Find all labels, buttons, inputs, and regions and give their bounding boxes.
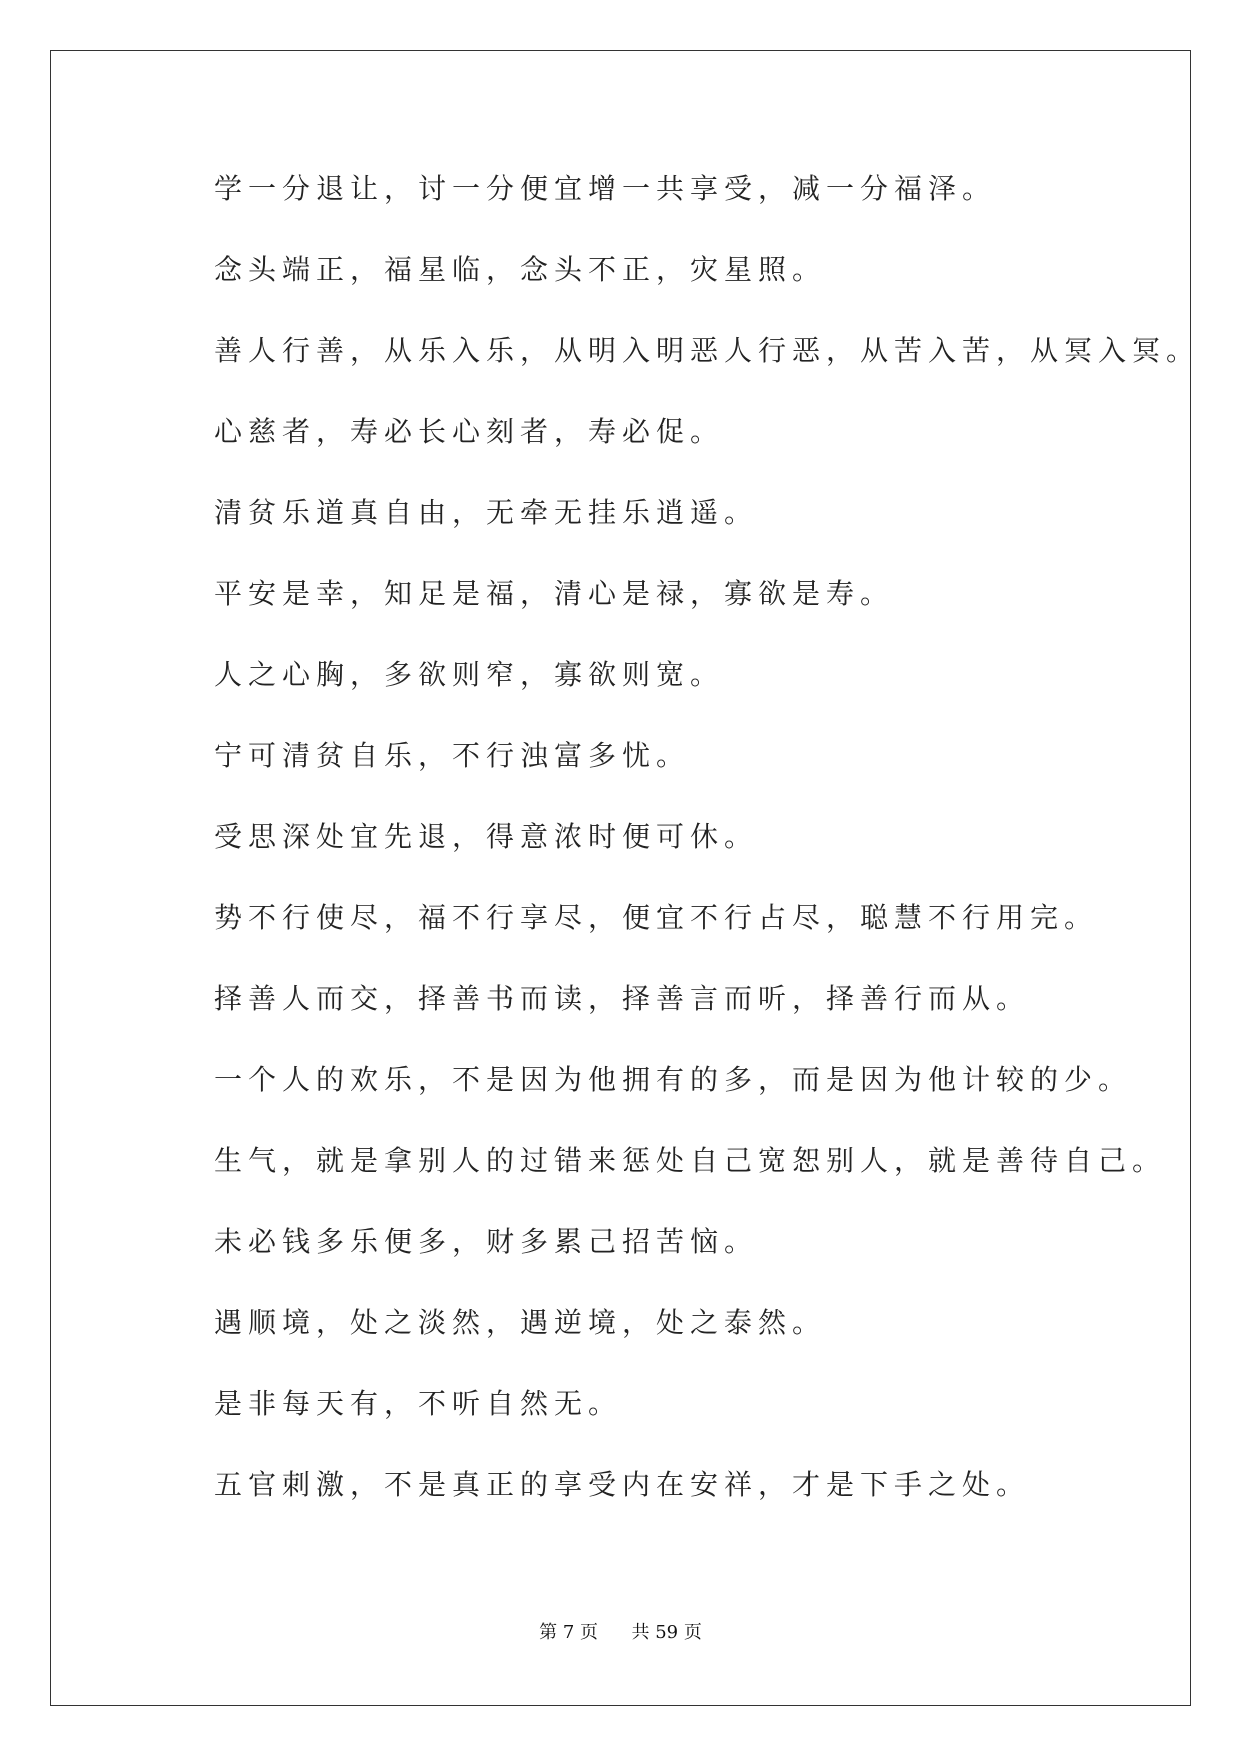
text-line: 择善人而交，择善书而读，择善言而听，择善行而从。 [214,982,1031,1015]
text-line: 一个人的欢乐，不是因为他拥有的多，而是因为他计较的少。 [214,1063,1133,1096]
text-line: 宁可清贫自乐，不行浊富多忧。 [214,739,691,772]
text-line: 是非每天有，不听自然无。 [214,1387,623,1420]
text-line: 生气，就是拿别人的过错来惩处自己宽恕别人，就是善待自己。 [214,1144,1167,1177]
text-line: 五官刺激，不是真正的享受内在安祥，才是下手之处。 [214,1468,1031,1501]
text-line: 未必钱多乐便多，财多累己招苦恼。 [214,1225,759,1258]
text-line: 清贫乐道真自由，无牵无挂乐逍遥。 [214,496,759,529]
text-line: 善人行善，从乐入乐，从明入明恶人行恶，从苦入苦，从冥入冥。 [214,334,1201,367]
text-line: 心慈者，寿必长心刻者，寿必促。 [214,415,725,448]
text-line: 人之心胸，多欲则窄，寡欲则宽。 [214,658,725,691]
page-total: 共 59 页 [631,1622,702,1643]
text-line: 平安是幸，知足是福，清心是禄，寡欲是寿。 [214,577,895,610]
page-number: 第 7 页 [539,1622,599,1643]
page-footer [0,1618,1241,1644]
text-line: 学一分退让，讨一分便宜增一共享受，减一分福泽。 [214,172,997,205]
text-line: 念头端正，福星临，念头不正，灾星照。 [214,253,827,286]
text-line: 遇顺境，处之淡然，遇逆境，处之泰然。 [214,1306,827,1339]
text-line: 势不行使尽，福不行享尽，便宜不行占尽，聪慧不行用完。 [214,901,1099,934]
text-line: 受思深处宜先退，得意浓时便可休。 [214,820,759,853]
document-body [214,164,1201,1541]
